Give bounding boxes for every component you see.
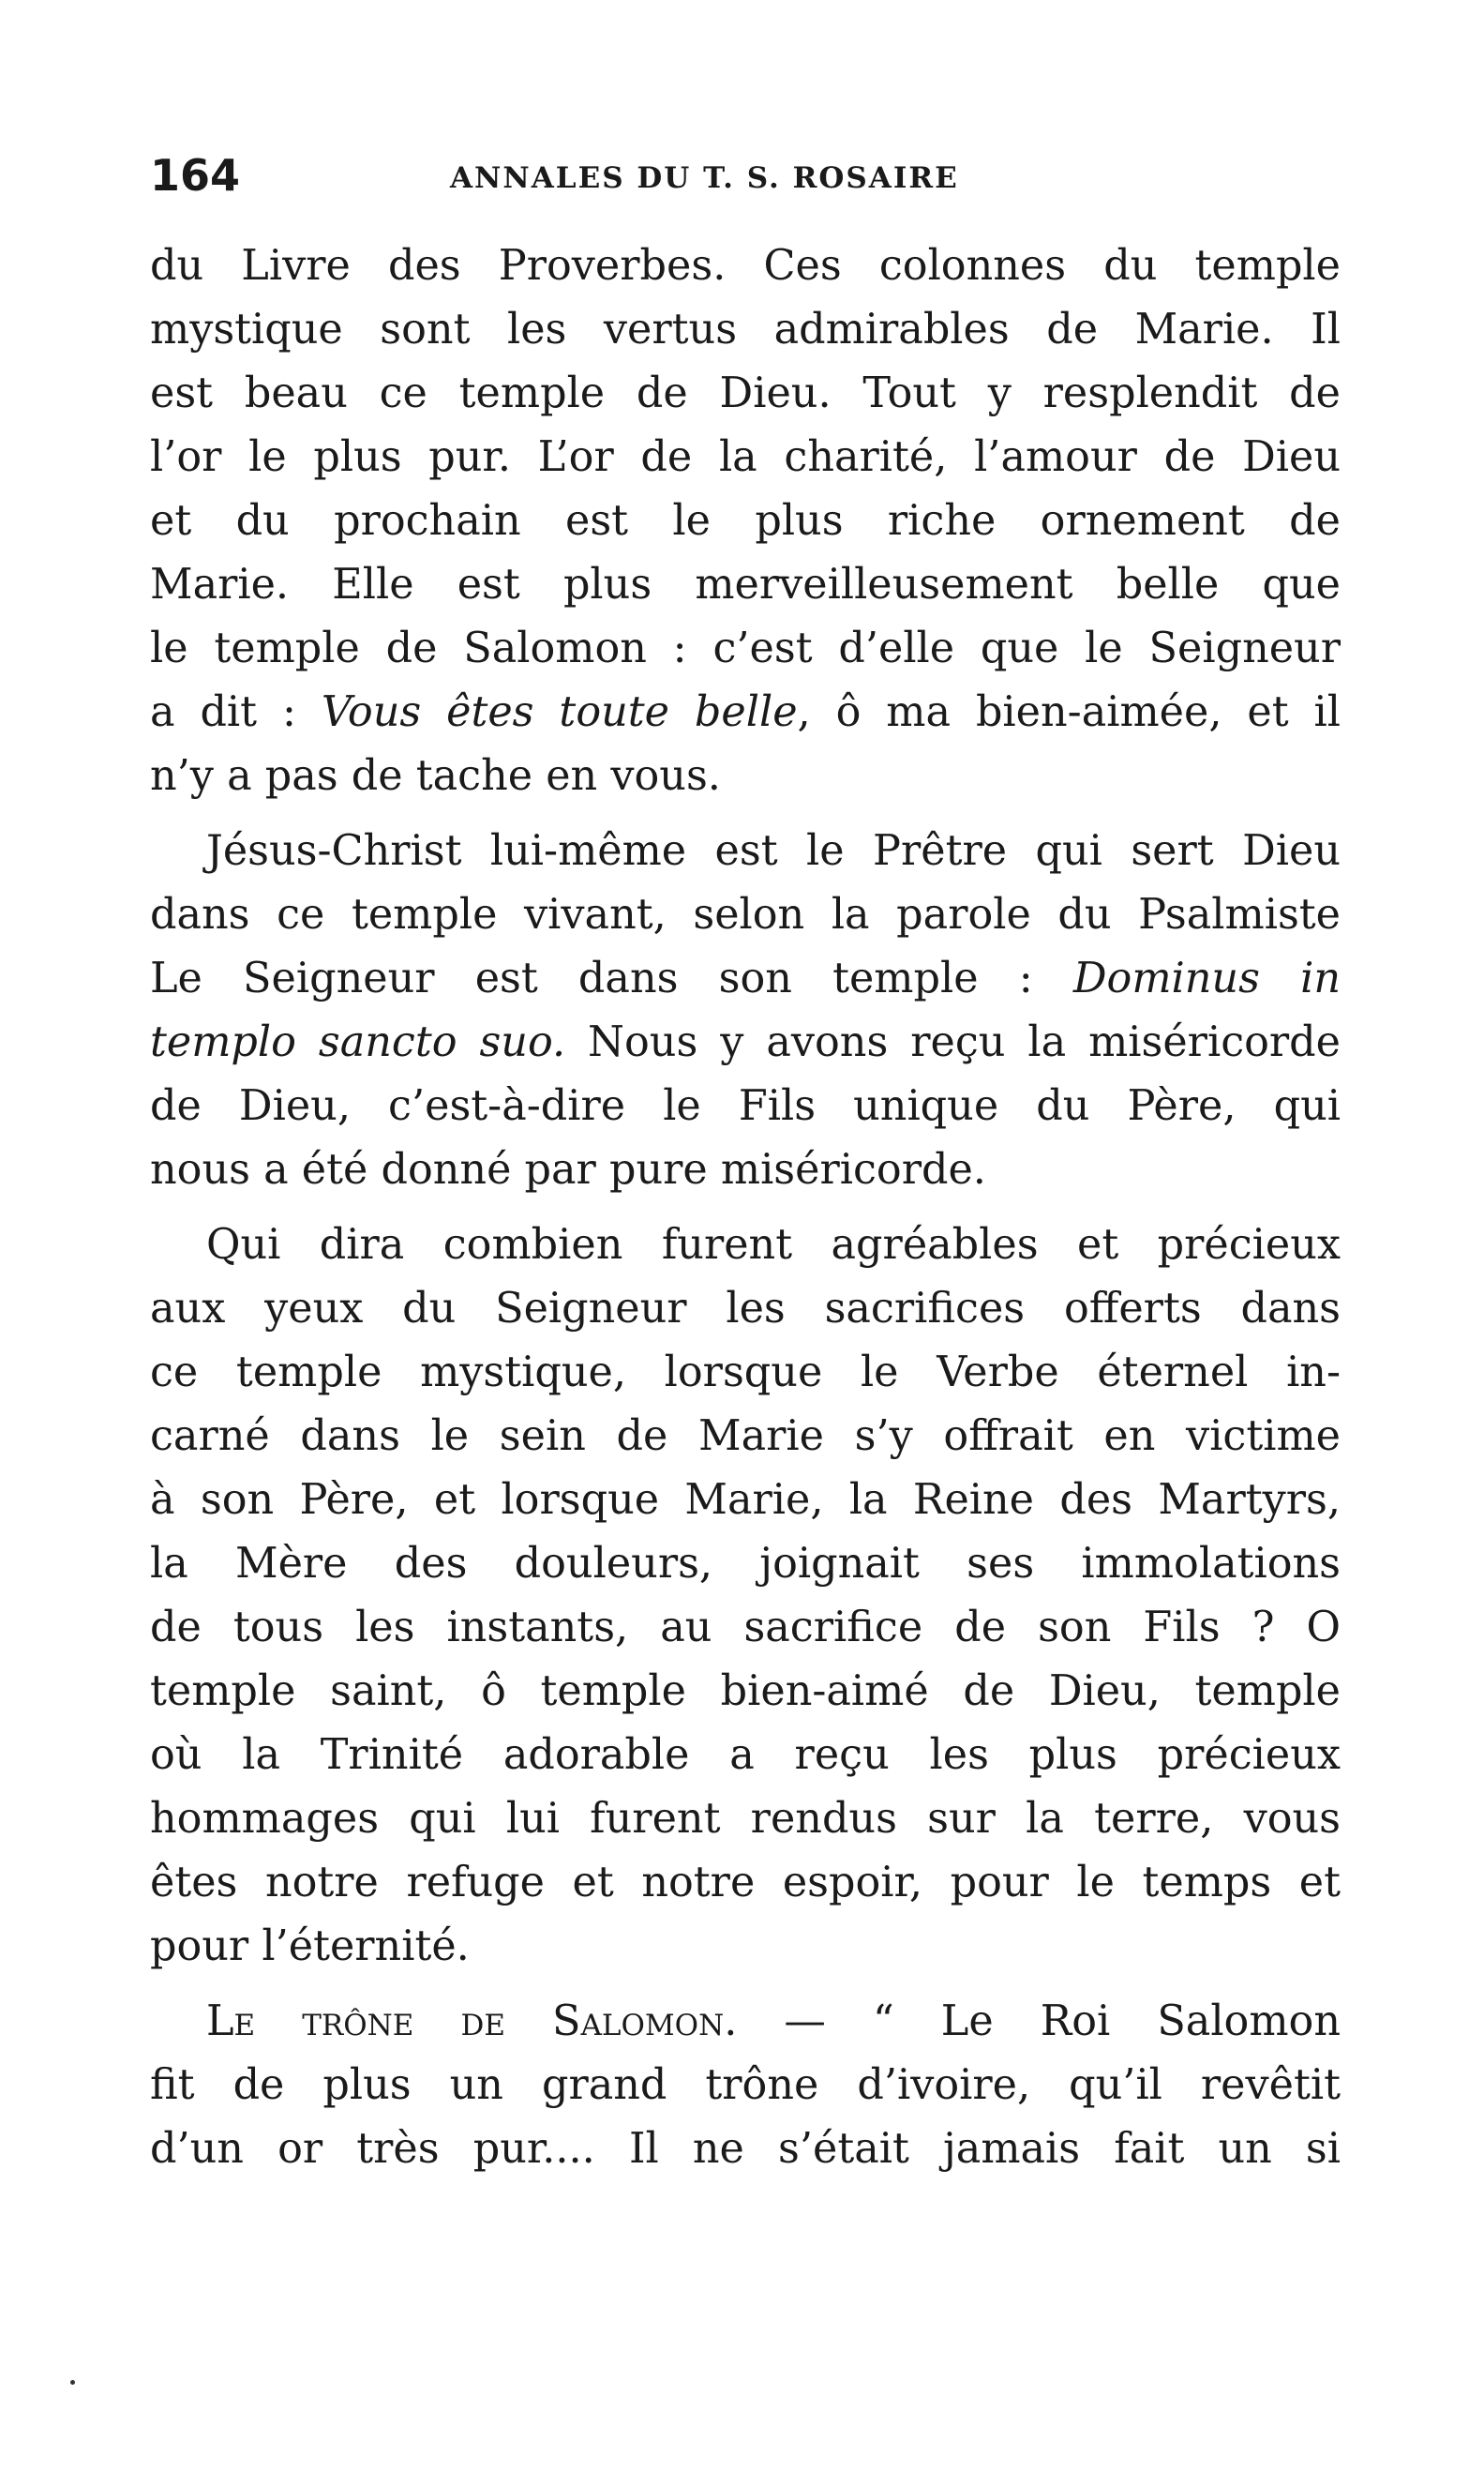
text-line: temple saint, ô temple bien-aimé de Dieu, temple [150,1667,1341,1715]
text-line: de Dieu, c’est-à-dire le Fils unique du Père, qui [150,1082,1341,1130]
text-line [150,1990,1341,2054]
text-line: Jésus-Christ lui-même est le Prêtre qui sert Dieu [206,827,1341,875]
running-head: ANNALES DU T. S. ROSAIRE [450,161,959,195]
text-line: d’un or très pur.... Il ne s’était jamais fait un si [150,2125,1341,2173]
text-segment: Nous y avons reçu la miséricorde [565,1018,1341,1066]
text-line: où la Trinité adorable a reçu les plus précieux [150,1731,1341,1779]
paragraph-3 [150,1213,1341,1979]
text-line [150,947,1341,1011]
paragraph-1 [150,234,1341,808]
paragraph-4 [150,1990,1341,2181]
text-line: le temple de Salomon : c’est d’elle que le Seigneur [150,625,1341,672]
latin-quote: templo sancto suo. [150,1018,566,1066]
text-line: pour l’éternité. [150,1922,470,1970]
text-line: mystique sont les vertus admirables de Marie. Il [150,306,1341,354]
paragraph-2 [150,820,1341,1202]
text-line: à son Père, et lorsque Marie, la Reine des Martyrs, [150,1476,1341,1524]
text-line: fit de plus un grand trône d’ivoire, qu’il revêtit [150,2061,1341,2109]
text-line: la Mère des douleurs, joignait ses immolations [150,1540,1341,1588]
text-line: aux yeux du Seigneur les sacrifices offerts dans [150,1285,1341,1333]
latin-quote: Dominus in [1072,955,1341,1002]
text-line: ce temple mystique, lorsque le Verbe éternel in- [150,1349,1341,1396]
body-text [150,234,1341,2181]
book-page [150,150,1341,2192]
text-segment: a dit : [150,688,322,736]
text-line: de tous les instants, au sacrifice de son Fils ? O [150,1604,1341,1651]
text-line: Qui dira combien furent agréables et précieux [206,1221,1341,1269]
text-line: êtes notre refuge et notre espoir, pour le temps et [150,1859,1341,1906]
text-line: carné dans le sein de Marie s’y offrait en victime [150,1412,1341,1460]
text-line: dans ce temple vivant, selon la parole du Psalmiste [150,891,1341,939]
text-line: nous a été donné par pure miséricorde. [150,1146,986,1194]
text-line [150,1011,1341,1075]
text-segment: — “ Le Roi Salomon [737,1997,1342,2045]
section-heading: Le trône de Salomon. [206,1997,738,2045]
text-line: du Livre des Proverbes. Ces colonnes du temple [150,242,1341,290]
page-number: 164 [150,150,241,201]
text-line: n’y a pas de tache en vous. [150,752,721,800]
text-segment: Le Seigneur est dans son temple : [150,955,1073,1002]
ink-speck [70,2380,75,2385]
text-line: Marie. Elle est plus merveilleusement belle que [150,561,1341,609]
text-line: est beau ce temple de Dieu. Tout y resplendit de [150,369,1341,417]
text-line [150,681,1341,745]
text-line: l’or le plus pur. L’or de la charité, l’amour de Dieu [150,433,1341,481]
text-segment: , ô ma bien-aimée, et il [797,688,1341,736]
page-header [150,150,1341,206]
text-line: et du prochain est le plus riche ornement de [150,497,1341,545]
italic-quote: Vous êtes toute belle [321,688,798,736]
text-line: hommages qui lui furent rendus sur la terre, vous [150,1795,1341,1843]
